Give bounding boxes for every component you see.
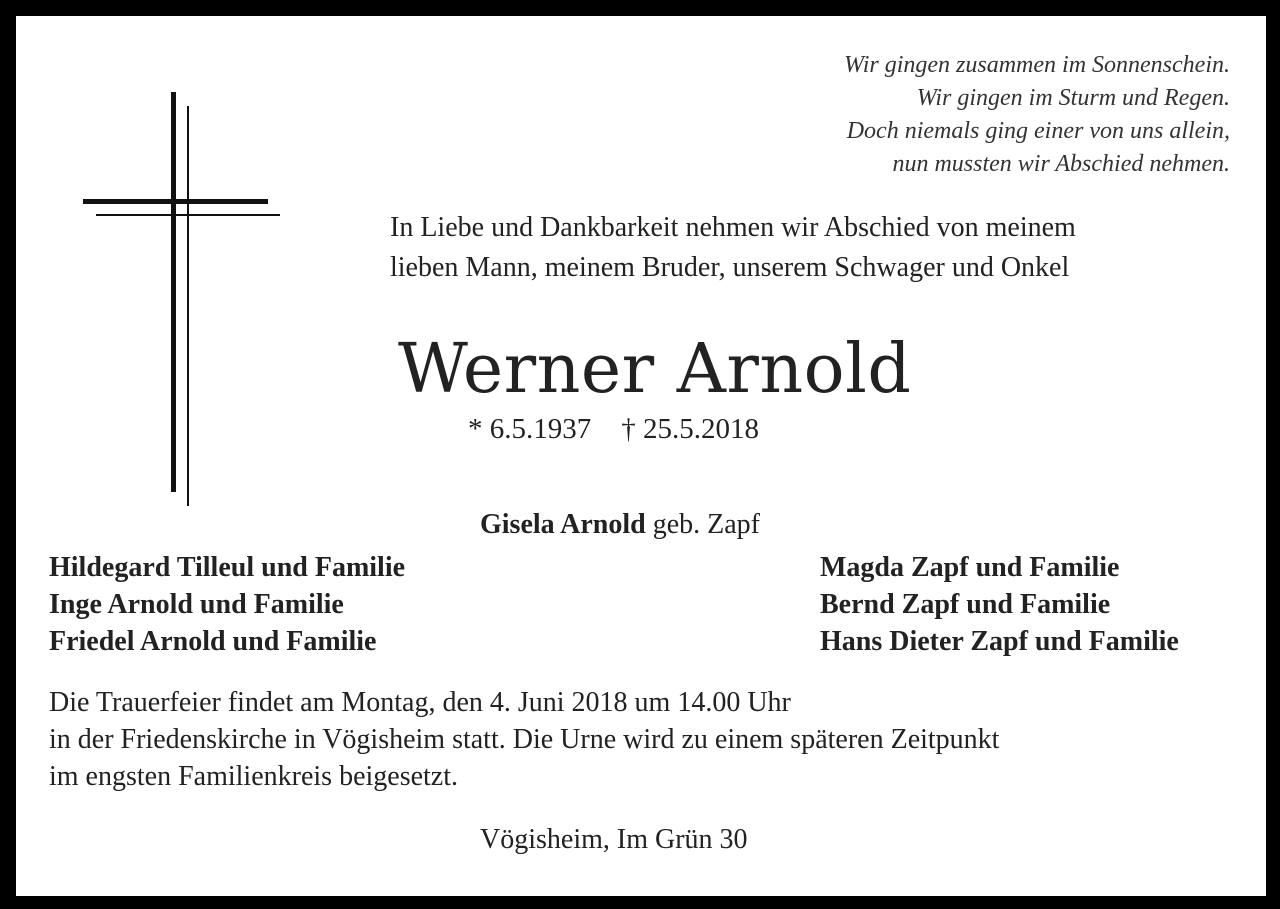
spouse	[480, 508, 760, 542]
cross-vertical-shadow-line	[187, 106, 189, 506]
service-line: Die Trauerfeier findet am Montag, den 4. Juni 2018 um 14.00 Uhr	[49, 687, 791, 718]
relatives-left-column	[49, 549, 405, 660]
memorial-poem	[844, 49, 1230, 181]
poem-line: Doch niemals ging einer von uns allein,	[846, 118, 1230, 144]
poem-line: Wir gingen im Sturm und Regen.	[916, 85, 1230, 111]
deceased-name: Werner Arnold	[398, 330, 912, 409]
obituary-notice	[16, 16, 1266, 896]
relative-entry: Hans Dieter Zapf und Familie	[820, 626, 1179, 657]
death-date: † 25.5.2018	[621, 413, 759, 445]
intro-line: In Liebe und Dankbarkeit nehmen wir Abschied von meinem	[390, 212, 1076, 243]
spouse-name: Gisela Arnold	[480, 509, 646, 540]
cross-horizontal-bar	[83, 199, 268, 204]
poem-line: Wir gingen zusammen im Sonnenschein.	[844, 52, 1230, 78]
funeral-service-info	[49, 684, 999, 795]
intro-line: lieben Mann, meinem Bruder, unserem Schwager und Onkel	[390, 252, 1070, 283]
relatives-right-column	[820, 549, 1179, 660]
service-line: im engsten Familienkreis beigesetzt.	[49, 761, 459, 792]
birth-date: * 6.5.1937	[468, 413, 592, 445]
poem-line: nun mussten wir Abschied nehmen.	[892, 151, 1230, 177]
life-dates	[468, 412, 759, 446]
relative-entry: Inge Arnold und Familie	[49, 589, 344, 620]
relative-entry: Bernd Zapf und Familie	[820, 589, 1111, 620]
relative-entry: Friedel Arnold und Familie	[49, 626, 377, 657]
relative-entry: Hildegard Tilleul und Familie	[49, 552, 406, 583]
cross-vertical-bar	[171, 92, 176, 492]
spouse-maiden-name: geb. Zapf	[652, 509, 760, 540]
family-address: Vögisheim, Im Grün 30	[480, 824, 748, 855]
relative-entry: Magda Zapf und Familie	[820, 552, 1120, 583]
cross-horizontal-shadow-line	[96, 214, 280, 216]
farewell-intro	[390, 208, 1076, 288]
service-line: in der Friedenskirche in Vögisheim statt. Die Urne wird zu einem späteren Zeitpunkt	[49, 724, 1000, 755]
latin-cross-icon	[16, 16, 316, 536]
